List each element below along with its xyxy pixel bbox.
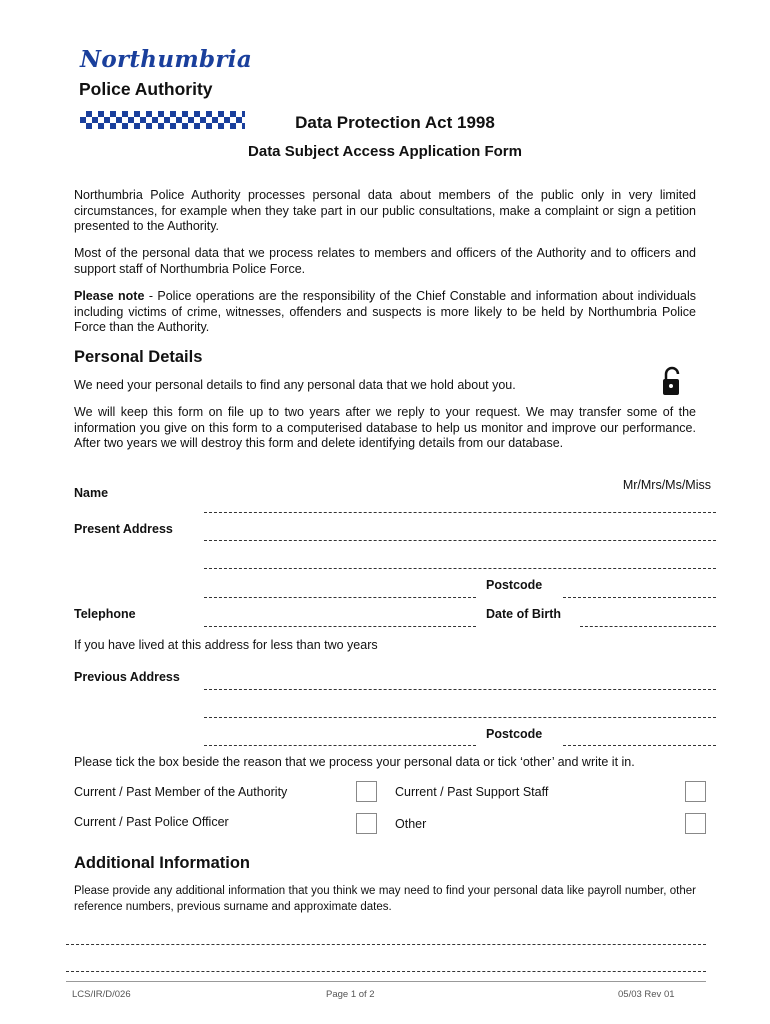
postcode-field[interactable]: [563, 597, 716, 598]
padlock-icon: [660, 365, 684, 397]
dob-field[interactable]: [580, 626, 716, 627]
footer-page: Page 1 of 2: [326, 989, 375, 1000]
please-note-text: - Police operations are the responsibility of the Chief Constable and information about individuals including victims of crime, witnesses, offenders and suspects is more likely to be held by Northumbria Police Force than the Authority.: [74, 289, 696, 334]
personal-details-heading: Personal Details: [74, 348, 203, 366]
reason-option-member: Current / Past Member of the Authority: [74, 785, 288, 799]
additional-info-line-1[interactable]: [66, 944, 706, 945]
previous-address-line-2[interactable]: [204, 717, 716, 718]
present-address-line-1[interactable]: [204, 540, 716, 541]
postcode2-field[interactable]: [563, 745, 716, 746]
intro-paragraph-1: Northumbria Police Authority processes personal data about members of the public only in very limited circumstances, for example when they take part in our public consultations, make a complaint or sign a petition presented to the Authority.: [74, 188, 696, 233]
name-field[interactable]: [204, 512, 716, 513]
postcode2-label: Postcode: [486, 727, 543, 741]
intro-paragraph-3: [74, 289, 696, 336]
intro-paragraph-2: Most of the personal data that we process relates to members and officers of the Authority and to officers and support staff of Northumbria Police Force.: [74, 246, 696, 276]
additional-info-heading: Additional Information: [74, 854, 250, 872]
previous-address-line-1[interactable]: [204, 689, 716, 690]
postcode-label: Postcode: [486, 578, 543, 592]
telephone-field[interactable]: [204, 626, 476, 627]
title-options: Mr/Mrs/Ms/Miss: [622, 478, 711, 492]
telephone-label: Telephone: [74, 607, 136, 621]
reason-option-other: Other: [395, 817, 427, 831]
previous-address-line-3[interactable]: [204, 745, 476, 746]
footer-ref: LCS/IR/D/026: [72, 989, 131, 1000]
reason-instruction: Please tick the box beside the reason that we process your personal data or tick ‘other’ and write it in.: [74, 755, 635, 769]
support-staff-checkbox[interactable]: [685, 781, 706, 802]
reason-option-support-staff: Current / Past Support Staff: [395, 785, 549, 799]
please-note-label: Please note: [74, 289, 145, 303]
present-address-label: Present Address: [74, 522, 173, 536]
dob-label: Date of Birth: [486, 607, 561, 621]
personal-details-paragraph-2: We will keep this form on file up to two years after we reply to your request. We may transfer some of the information you give on this form to a computerised database to help us monitor and improve our performance. After two years we will destroy this form and delete identifying details from our database.: [74, 405, 696, 450]
present-address-line-3[interactable]: [204, 597, 476, 598]
additional-info-line-2[interactable]: [66, 971, 706, 972]
logo-org-line: Police Authority: [79, 79, 213, 99]
page-subtitle: Data Subject Access Application Form: [248, 143, 522, 160]
footer-rule: [66, 981, 706, 982]
member-checkbox[interactable]: [356, 781, 377, 802]
police-officer-checkbox[interactable]: [356, 813, 377, 834]
name-label: Name: [74, 486, 109, 500]
additional-info-text: Please provide any additional information that you think we may need to find your personal data like payroll number, other reference numbers, previous surname and approximate dates.: [74, 885, 696, 913]
reason-option-police-officer: Current / Past Police Officer: [74, 815, 229, 829]
page-title: Data Protection Act 1998: [295, 113, 495, 132]
present-address-line-2[interactable]: [204, 568, 716, 569]
other-checkbox[interactable]: [685, 813, 706, 834]
personal-details-paragraph-1: We need your personal details to find any personal data that we hold about you.: [74, 378, 516, 392]
lived-note: If you have lived at this address for less than two years: [74, 638, 378, 652]
previous-address-label: Previous Address: [74, 670, 180, 684]
footer-rev: 05/03 Rev 01: [618, 989, 675, 1000]
logo-name-line: Northumbria: [80, 46, 253, 73]
